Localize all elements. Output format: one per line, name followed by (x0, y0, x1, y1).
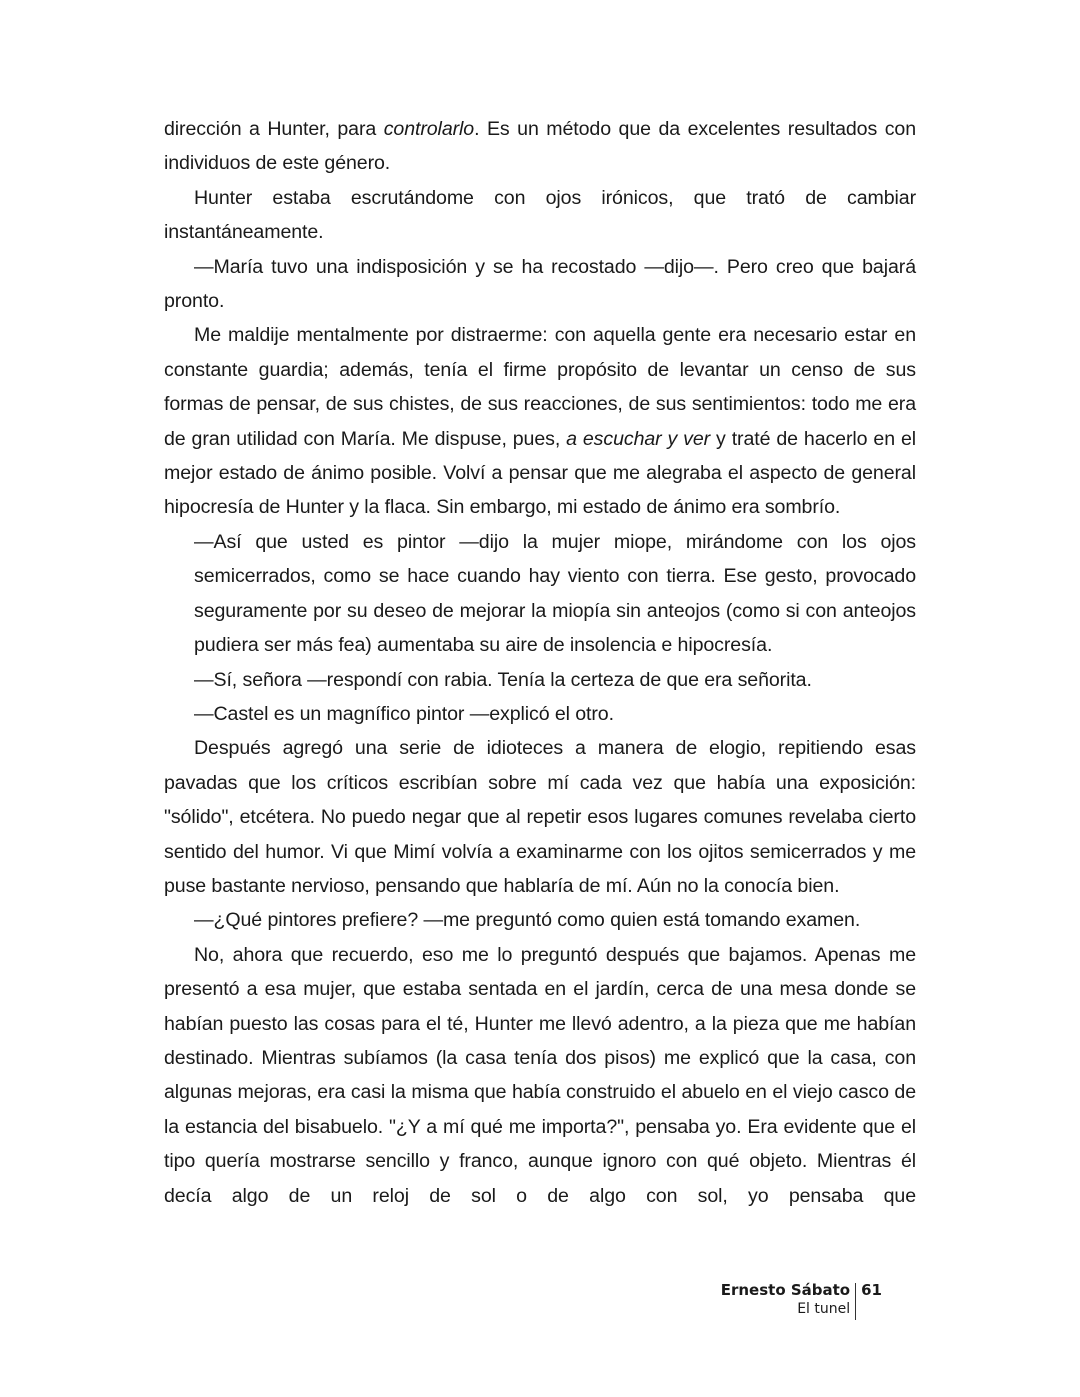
text-segment: . Es un método que da excelentes resultados con individuos de este género. (164, 118, 916, 175)
paragraph-10: No, ahora que recuerdo, eso me lo preguntó después que bajamos. Apenas me presentó a esa mujer, que estaba sentada en el jardín, cerca de una mesa donde se habían puesto las cosas para el té, Hunter me llevó adentro, a la pieza que me habían destinado. Mientras subíamos (la casa tenía dos pisos) me explicó que la casa, con algunas mejoras, era casi la misma que había construido el abuelo en el viejo casco de la estancia del bisabuelo. "¿Y a mí qué me importa?", pensaba yo. Era evidente que el tipo quería mostrarse sencillo y franco, aunque ignoro con qué objeto. Mientras él decía algo de un reloj de sol o de algo con sol, yo pensaba que (164, 943, 916, 1207)
paragraph-6-dialogue: —Sí, señora —respondí con rabia. Tenía la certeza de que era señorita. (194, 668, 812, 691)
page-footer (721, 1281, 882, 1320)
paragraph-5-dialogue: —Así que usted es pintor —dijo la mujer miope, mirándome con los ojos semicerrados, como se hace cuando hay viento con tierra. Ese gesto, provocado seguramente por su deseo de mejorar la miopía sin anteojos (como si con anteojos pudiera ser más fea) aumentaba su aire de insolencia e hipocresía. (194, 530, 916, 657)
italic-text-segment: controlarlo (383, 118, 475, 140)
paragraph-9-dialogue: —¿Qué pintores prefiere? —me preguntó como quien está tomando examen. (194, 909, 861, 932)
paragraph-8: Después agregó una serie de idioteces a manera de elogio, repitiendo esas pavadas que los críticos escribían sobre mí cada vez que había una exposición: "sólido", etcétera. No puedo negar que al repetir esos lugares comunes revelaba cierto sentido del humor. Vi que Mimí volvía a examinarme con los ojitos semicerrados y me puse bastante nervioso, pensando que hablaría de mí. Aún no la conocía bien. (164, 737, 916, 897)
text-segment: y traté de hacerlo en el mejor estado de ánimo posible. Volví a pensar que me alegraba el aspecto de general hipocresía de Hunter y la flaca. Sin embargo, mi estado de ánimo era sombrío. (164, 427, 916, 519)
italic-text-segment: a escuchar y ver (566, 427, 711, 450)
paragraph-2: Hunter estaba escrutándome con ojos irónicos, que trató de cambiar instantáneamente. (164, 186, 916, 244)
footer-book-title: El tunel (797, 1301, 851, 1317)
paragraph-4 (164, 318, 916, 524)
page-body (164, 112, 916, 1213)
page-number: 61 (861, 1281, 882, 1299)
paragraph-1 (164, 112, 916, 181)
footer-attribution (721, 1281, 855, 1318)
paragraph-3: —María tuvo una indisposición y se ha recostado —dijo—. Pero creo que bajará pronto. (164, 255, 916, 313)
text-segment: dirección a Hunter, para (164, 118, 384, 140)
text-segment: Me maldije mentalmente por distraerme: con aquella gente era necesario estar en constante guardia; además, tenía el firme propósito de levantar un censo de sus formas de pensar, de sus chistes, de sus reacciones, de sus sentimientos: todo me era de gran utilidad con María. Me dispuse, pues, (164, 324, 916, 450)
paragraph-7-dialogue: —Castel es un magnífico pintor —explicó el otro. (194, 702, 614, 725)
footer-author: Ernesto Sábato (720, 1281, 851, 1299)
